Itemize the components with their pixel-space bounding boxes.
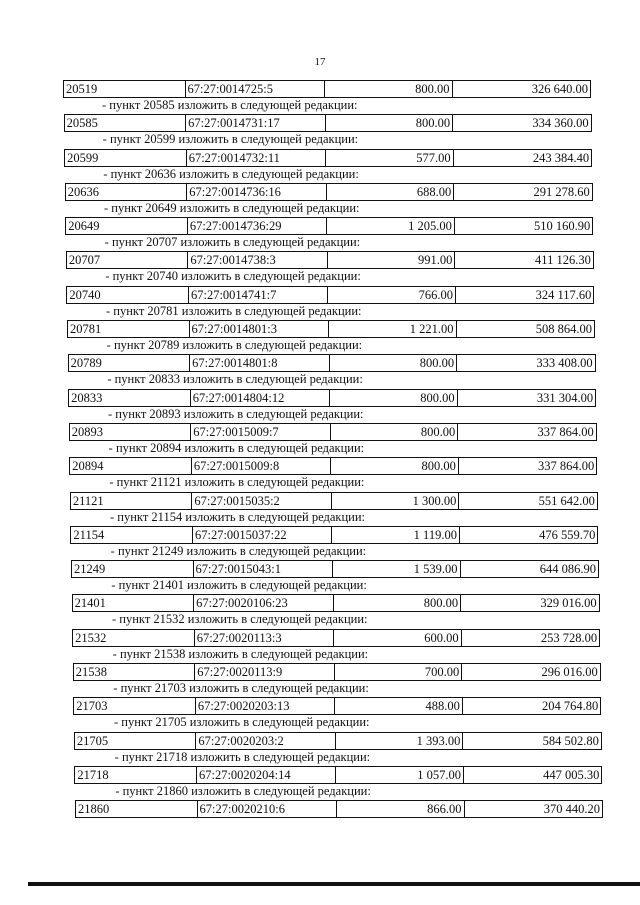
parcel-number-cell: 21860	[78, 802, 110, 817]
parcel-number-cell: 20893	[71, 424, 103, 439]
table-entry	[0, 492, 640, 526]
cadastral-number-cell: 67:27:0015037:22	[192, 527, 331, 543]
cadastral-number-cell: 67:27:0014738:3	[187, 252, 326, 268]
table-row	[72, 629, 600, 647]
table-row	[65, 183, 593, 201]
table-entry	[0, 800, 640, 834]
area-cell: 800.00	[329, 390, 457, 406]
cadastral-number-cell: 67:27:0014736:16	[186, 184, 325, 200]
cadastral-number-cell: 67:27:0020204:14	[196, 767, 335, 783]
table-row	[63, 80, 591, 98]
area-cell: 1 539.00	[332, 561, 460, 577]
cost-cell: 447 005.30	[463, 767, 601, 783]
area-cell: 1 221.00	[328, 321, 456, 337]
table-entry	[0, 389, 640, 423]
table-entry	[0, 251, 640, 285]
amendment-note: - пункт 21703 изложить в следующей редакции:	[113, 681, 369, 696]
table-entry	[0, 663, 640, 697]
cadastral-number-cell: 67:27:0020210:6	[197, 801, 336, 817]
cost-cell: 331 304.00	[457, 390, 595, 406]
cost-cell: 204 764.80	[462, 698, 600, 714]
cadastral-number-cell: 67:27:0014736:29	[187, 218, 326, 234]
area-cell: 800.00	[325, 115, 453, 131]
amendment-note: - пункт 21249 изложить в следующей редакции:	[110, 543, 367, 558]
area-cell: 1 393.00	[335, 733, 463, 749]
parcel-number-cell: 21121	[72, 493, 104, 508]
table-row	[66, 286, 594, 304]
parcel-number-cell: 21718	[77, 767, 109, 782]
table-entry	[0, 217, 640, 251]
parcel-number-cell: 20894	[72, 459, 104, 474]
parcel-number-cell: 21705	[76, 733, 109, 748]
area-cell: 688.00	[326, 184, 454, 200]
amendment-note: - пункт 20893 изложить в следующей редакции:	[108, 406, 364, 421]
table-entry	[0, 423, 640, 457]
table-row	[72, 594, 600, 612]
table-entry	[0, 114, 640, 148]
parcel-number-cell: 20636	[67, 184, 99, 199]
cost-cell: 324 117.60	[455, 287, 593, 303]
table-row	[69, 423, 597, 441]
area-cell: 800.00	[329, 355, 457, 371]
table-entries	[0, 80, 640, 835]
amendment-note: - пункт 21121 изложить в следующей редакции:	[109, 475, 365, 490]
cadastral-number-cell: 67:27:0015035:2	[191, 493, 330, 509]
cost-cell: 337 864.00	[458, 458, 596, 474]
table-entry	[0, 697, 640, 731]
amendment-note: - пункт 20833 изложить в следующей редакции:	[107, 372, 363, 387]
amendment-note: - пункт 20789 изложить в следующей редакции:	[106, 338, 363, 353]
table-row	[64, 149, 592, 167]
table-entry	[0, 457, 640, 491]
amendment-note: - пункт 20781 изложить в следующей редакции:	[106, 303, 362, 318]
area-cell: 700.00	[334, 664, 462, 680]
table-entry	[0, 526, 640, 560]
table-row	[68, 389, 596, 407]
parcel-number-cell: 21154	[73, 527, 105, 542]
table-entry	[0, 732, 640, 766]
cadastral-number-cell: 67:27:0015043:1	[193, 561, 332, 577]
cost-cell: 551 642.00	[458, 493, 596, 509]
amendment-note: - пункт 20894 изложить в следующей редакции:	[108, 440, 365, 455]
cadastral-number-cell: 67:27:0014725:5	[185, 81, 324, 97]
amendment-note: - пункт 21860 изложить в следующей редакции:	[115, 783, 371, 798]
parcel-number-cell: 20519	[66, 82, 98, 96]
amendment-note: - пункт 21718 изложить в следующей редакции:	[114, 749, 371, 764]
amendment-note: - пункт 20649 изложить в следующей редакции:	[104, 200, 360, 215]
parcel-number-cell: 21532	[75, 630, 107, 645]
cost-cell: 329 016.00	[460, 595, 598, 611]
area-cell: 577.00	[325, 150, 453, 166]
amendment-note: - пункт 21401 изложить в следующей редакции:	[111, 578, 367, 593]
cadastral-number-cell: 67:27:0014801:3	[189, 321, 328, 337]
table-row	[70, 526, 598, 544]
cadastral-number-cell: 67:27:0020113:3	[194, 630, 333, 646]
table-row	[67, 320, 595, 338]
parcel-number-cell: 21249	[74, 562, 106, 577]
parcel-number-cell: 20740	[69, 287, 101, 302]
table-row	[71, 560, 599, 578]
parcel-number-cell: 21538	[75, 665, 107, 680]
cost-cell: 476 559.70	[459, 527, 597, 543]
amendment-note: - пункт 20599 изложить в следующей редакции:	[102, 132, 359, 147]
amendment-note: - пункт 21538 изложить в следующей редакции:	[112, 646, 369, 661]
parcel-number-cell: 20585	[66, 116, 98, 131]
table-row	[75, 800, 603, 818]
table-entry	[0, 629, 640, 663]
amendment-note: - пункт 20636 изложить в следующей редакции:	[103, 166, 359, 181]
table-entry	[0, 286, 640, 320]
table-row	[73, 663, 601, 681]
cost-cell: 326 640.00	[452, 81, 590, 97]
cadastral-number-cell: 67:27:0020203:2	[195, 733, 334, 749]
parcel-number-cell: 21401	[74, 596, 106, 611]
area-cell: 866.00	[336, 801, 464, 817]
area-cell: 1 205.00	[326, 218, 454, 234]
table-row	[73, 697, 601, 715]
cost-cell: 370 440.20	[464, 801, 602, 817]
parcel-number-cell: 20649	[68, 219, 100, 234]
area-cell: 600.00	[333, 630, 461, 646]
table-entry	[0, 149, 640, 183]
amendment-note: - пункт 20585 изложить в следующей редакции:	[102, 98, 358, 112]
parcel-number-cell: 20833	[71, 390, 103, 405]
cadastral-number-cell: 67:27:0020113:9	[194, 664, 333, 680]
amendment-note: - пункт 21532 изложить в следующей редакции:	[112, 612, 368, 627]
cost-cell: 411 126.30	[454, 252, 592, 268]
area-cell: 488.00	[334, 698, 462, 714]
table-row	[70, 492, 598, 510]
cadastral-number-cell: 67:27:0014731:17	[185, 115, 324, 131]
table-entry	[0, 560, 640, 594]
bottom-rule	[28, 882, 640, 886]
cost-cell: 296 016.00	[461, 664, 599, 680]
cadastral-number-cell: 67:27:0014804:12	[190, 390, 329, 406]
table-entry	[0, 183, 640, 217]
cadastral-number-cell: 67:27:0020203:13	[195, 698, 334, 714]
table-entry	[0, 594, 640, 628]
table-row	[69, 457, 597, 475]
page-number: 17	[314, 56, 326, 68]
amendment-note: - пункт 20707 изложить в следующей редакции:	[104, 235, 361, 250]
area-cell: 800.00	[330, 458, 458, 474]
table-row	[64, 114, 592, 132]
area-cell: 766.00	[327, 287, 455, 303]
table-entry	[0, 320, 640, 354]
parcel-number-cell: 20781	[70, 322, 102, 337]
area-cell: 800.00	[324, 81, 452, 97]
cadastral-number-cell: 67:27:0020106:23	[193, 595, 332, 611]
cost-cell: 243 384.40	[453, 150, 591, 166]
parcel-number-cell: 20707	[68, 253, 101, 268]
parcel-number-cell: 21703	[76, 699, 108, 714]
table-row	[74, 732, 602, 750]
cadastral-number-cell: 67:27:0014801:8	[189, 355, 328, 371]
table-row	[74, 766, 602, 784]
cost-cell: 510 160.90	[454, 218, 592, 234]
area-cell: 991.00	[327, 252, 455, 268]
cadastral-number-cell: 67:27:0015009:7	[190, 424, 329, 440]
cost-cell: 253 728.00	[461, 630, 599, 646]
table-row	[65, 217, 593, 235]
cost-cell: 508 864.00	[456, 321, 594, 337]
area-cell: 800.00	[330, 424, 458, 440]
area-cell: 1 057.00	[335, 767, 463, 783]
cadastral-number-cell: 67:27:0014732:11	[186, 150, 325, 166]
table-row	[68, 354, 596, 372]
amendment-note: - пункт 21154 изложить в следующей редакции:	[110, 509, 366, 524]
cost-cell: 584 502.80	[462, 733, 600, 749]
table-entry	[0, 354, 640, 388]
cost-cell: 337 864.00	[457, 424, 595, 440]
amendment-note: - пункт 21705 изложить в следующей редакции:	[114, 715, 370, 730]
area-cell: 1 119.00	[331, 527, 459, 543]
cost-cell: 333 408.00	[456, 355, 594, 371]
parcel-number-cell: 20789	[70, 356, 102, 371]
cost-cell: 334 360.00	[452, 115, 590, 131]
area-cell: 800.00	[333, 595, 461, 611]
table-entry	[0, 766, 640, 800]
table-entry	[0, 80, 640, 114]
cost-cell: 291 278.60	[453, 184, 591, 200]
cost-cell: 644 086.90	[460, 561, 598, 577]
cadastral-number-cell: 67:27:0014741:7	[188, 287, 327, 303]
cadastral-number-cell: 67:27:0015009:8	[191, 458, 330, 474]
amendment-note: - пункт 20740 изложить в следующей редакции:	[105, 269, 361, 284]
parcel-number-cell: 20599	[67, 150, 99, 165]
area-cell: 1 300.00	[331, 493, 459, 509]
table-row	[66, 251, 594, 269]
